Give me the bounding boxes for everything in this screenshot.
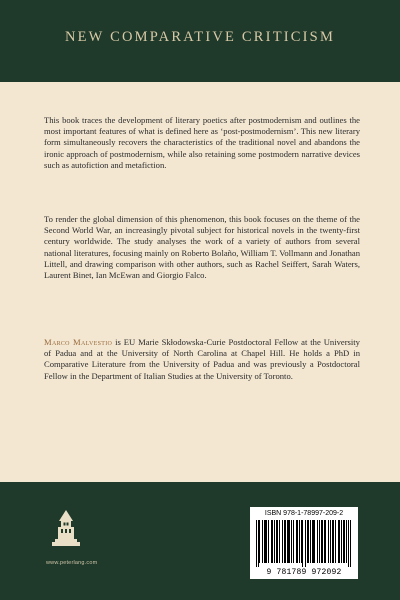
barcode-bar — [325, 520, 326, 563]
barcode-bar — [344, 520, 345, 563]
barcode-bar — [271, 520, 272, 563]
barcode-bar — [330, 520, 331, 563]
barcode-bar — [291, 520, 292, 563]
barcode-bar — [266, 520, 267, 563]
blurb-panel — [0, 82, 400, 482]
barcode-bar — [285, 520, 286, 563]
barcode-bar — [348, 520, 349, 567]
barcode-bar — [328, 520, 329, 563]
blurb-paragraph-1: This book traces the development of literary poetics after postmodernism and outlines the most important features of what is defined here as ‘post-postmodernism’. This new literary form simultaneously recovers the characteristics of the traditional novel and abandons the ironic approach of postmodernism, while also retaining some postmodern narrative devices such as autofiction and metafiction. — [44, 115, 360, 170]
series-title: NEW COMPARATIVE CRITICISM — [64, 29, 336, 45]
barcode-bar — [321, 520, 322, 563]
barcode-bar — [276, 520, 277, 563]
author-bio-text: is EU Marie Skłodowska-Curie Postdoctoral Fellow at the University of Padua and at the University of North Carolina at Chapel Hill. He holds a PhD in Comparative Literature from the University of Padua and was previously a Postdoctoral Fellow in the Department of Italian Studies at the University of Toronto. — [44, 337, 360, 381]
barcode-bar — [282, 520, 283, 563]
barcode-bar — [296, 520, 297, 563]
barcode-bar — [335, 520, 336, 563]
barcode-bar — [288, 520, 289, 563]
isbn-label: ISBN 978-1-78997-209-2 — [264, 510, 344, 517]
barcode-bar — [262, 520, 263, 563]
barcode-bar — [314, 520, 315, 563]
barcode-bar — [310, 520, 311, 563]
barcode-bar — [301, 520, 302, 563]
barcode-bar — [350, 520, 351, 567]
barcode-bar — [277, 520, 278, 563]
barcode-bar — [268, 520, 269, 563]
barcode-bar — [338, 520, 339, 563]
barcode-bar — [259, 520, 260, 563]
barcode-bar — [312, 520, 313, 563]
barcode-bar — [333, 520, 334, 563]
barcode-bar — [313, 520, 314, 563]
barcode-bar — [279, 520, 280, 563]
barcode-bar — [305, 520, 306, 567]
blurb-paragraph-2: To render the global dimension of this phenomenon, this book focuses on the theme of the Second World War, an increasingly pivotal subject for historical novels in the twenty-first century worldwide. The study analyses the work of a variety of authors from several national literatures, focusing mainly on Roberto Bolaño, William T. Vollmann and Jonathan Littell, and drawing comparison with other authors, such as Rachel Seiffert, Sarah Waters, Laurent Binet, Ian McEwan and Giorgio Falco. — [44, 214, 360, 281]
barcode-bar — [284, 520, 285, 563]
barcode-bar — [308, 520, 309, 563]
barcode-bar — [258, 520, 259, 567]
barcode-digits: 9 781789 972092 — [266, 568, 342, 577]
barcode-bar — [299, 520, 300, 563]
series-band — [0, 0, 400, 82]
barcode-bar — [341, 520, 342, 563]
barcode-bars — [256, 520, 352, 567]
barcode-bar — [289, 520, 290, 563]
barcode-bar — [332, 520, 333, 563]
barcode-bar — [324, 520, 325, 563]
barcode-bar — [319, 520, 320, 563]
barcode-bar — [339, 520, 340, 563]
barcode-bar — [287, 520, 288, 563]
barcode-bar — [264, 520, 265, 563]
barcode-bar — [274, 520, 275, 563]
isbn-barcode — [250, 507, 358, 579]
barcode-bar — [307, 520, 308, 563]
barcode-bar — [265, 520, 266, 563]
barcode-bar — [256, 520, 257, 567]
barcode-bar — [302, 520, 303, 567]
barcode-bar — [322, 520, 323, 563]
author-name: Marco Malvestio — [44, 337, 113, 347]
publisher-url[interactable]: www.peterlang.com — [46, 560, 98, 566]
barcode-bar — [272, 520, 273, 563]
barcode-bar — [317, 520, 318, 563]
barcode-bar — [343, 520, 344, 563]
barcode-bar — [297, 520, 298, 563]
barcode-bar — [293, 520, 294, 563]
barcode-bar — [346, 520, 347, 563]
peter-lang-tower-icon — [50, 509, 82, 553]
author-bio — [44, 337, 360, 382]
